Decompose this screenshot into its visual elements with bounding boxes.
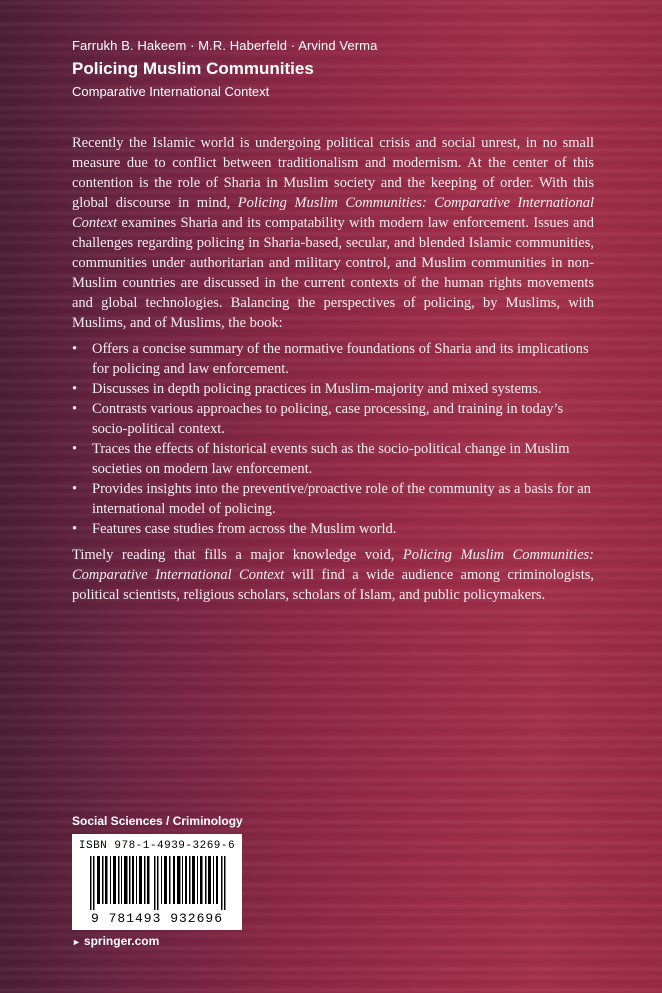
publisher-link[interactable]	[72, 934, 159, 949]
isbn-label: ISBN 978-1-4939-3269-6	[78, 840, 236, 852]
closing-text-2: will find a wide audience among criminologists, political scientists, religious scholars, scholars of Islam, and public policymakers.	[72, 567, 594, 603]
barcode-bars	[88, 856, 228, 910]
bullet-icon: •	[72, 441, 78, 457]
list-item-text: Contrasts various approaches to policing, case processing, and training in today’s socio-political context.	[92, 401, 564, 437]
list-item-text: Offers a concise summary of the normative foundations of Sharia and its implications for policing and law enforcement.	[92, 341, 589, 377]
list-item	[72, 399, 594, 439]
list-item	[72, 339, 594, 379]
bullet-icon: •	[72, 521, 78, 537]
bullet-icon: •	[72, 341, 78, 357]
list-item-text: Provides insights into the preventive/proactive role of the community as a basis for an international model of policing.	[92, 481, 591, 517]
bullet-icon: •	[72, 481, 78, 497]
cover-header	[72, 38, 632, 100]
closing-book-title: Policing Muslim Communities: Comparative International Context	[72, 547, 594, 583]
bullet-icon: •	[72, 401, 78, 417]
intro-text-2: examines Sharia and its compatability with modern law enforcement. Issues and challenges regarding policing in Sharia-based, secular, and blended Islamic communities, communities under authoritarian and military control, and Muslim communities in non-Muslim countries are discussed in the current contexts of the human rights movements and global technologies. Balancing the perspectives of policing, by Muslims, with Muslims, and of Muslims, the book:	[72, 215, 594, 331]
barcode-number: 9 781493 932696	[90, 911, 224, 926]
list-item	[72, 479, 594, 519]
book-subtitle: Comparative International Context	[72, 84, 270, 99]
intro-book-title: Policing Muslim Communities: Comparative International Context	[72, 195, 594, 231]
authors: Farrukh B. Hakeem · M.R. Haberfeld · Arvind Verma	[72, 38, 378, 53]
list-item	[72, 439, 594, 479]
bullet-icon: •	[72, 381, 78, 397]
list-item-text: Discusses in depth policing practices in Muslim-majority and mixed systems.	[92, 381, 542, 397]
closing-text-1: Timely reading that fills a major knowledge void,	[72, 547, 403, 563]
book-title: Policing Muslim Communities	[72, 59, 314, 78]
intro-paragraph	[72, 133, 594, 333]
list-item	[72, 379, 594, 399]
publisher-url[interactable]: springer.com	[83, 934, 160, 948]
back-cover-blurb	[72, 133, 594, 605]
arrow-right-icon: ►	[72, 937, 81, 947]
list-item-text: Traces the effects of historical events such as the socio-political change in Muslim societies on modern law enforcement.	[92, 441, 570, 477]
isbn-barcode	[72, 834, 242, 930]
intro-text-1: Recently the Islamic world is undergoing political crisis and social unrest, in no small measure due to conflict between traditionalism and modernism. At the center of this contention is the role of Sharia in Muslim society and the keeping of order. With this global discourse in mind,	[72, 135, 594, 211]
list-item	[72, 519, 594, 539]
list-item-text: Features case studies from across the Muslim world.	[92, 521, 397, 537]
closing-paragraph	[72, 545, 594, 605]
subject-category: Social Sciences / Criminology	[72, 814, 243, 828]
feature-list	[72, 339, 594, 539]
